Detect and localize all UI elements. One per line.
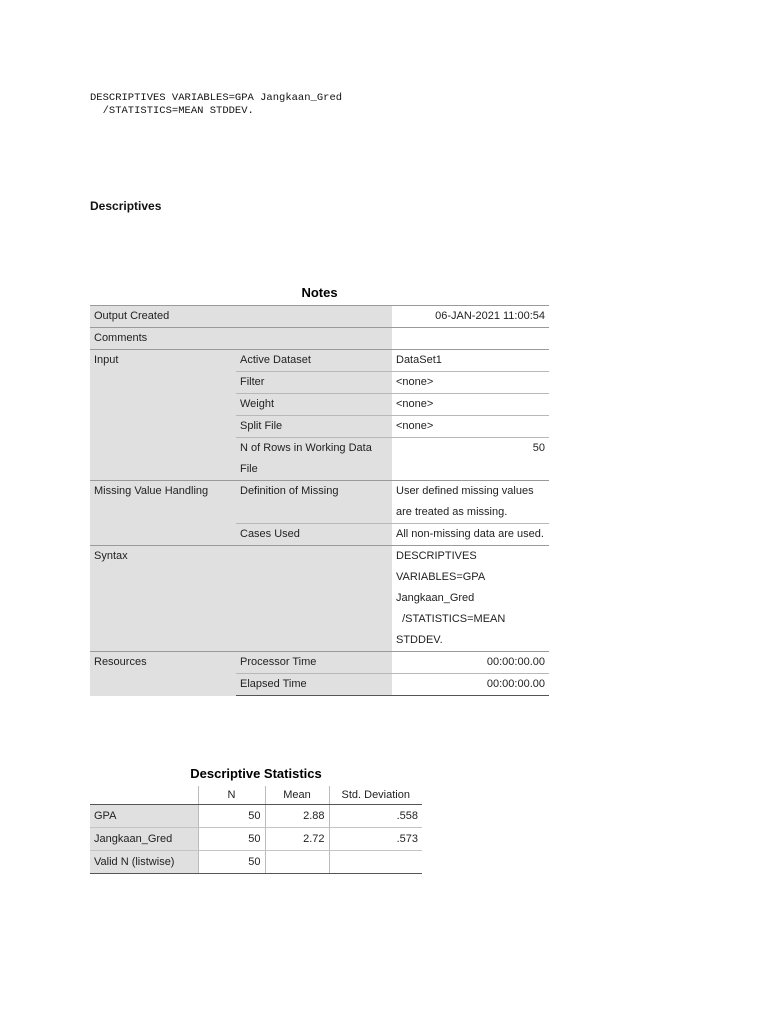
cell-value: <none>	[392, 394, 549, 416]
table-row	[90, 306, 549, 328]
sub-label: Active Dataset	[236, 350, 392, 372]
cell-mean: 2.72	[265, 828, 329, 851]
sub-label: Definition of Missing	[236, 481, 392, 524]
table-row	[90, 652, 549, 674]
cell-value: All non-missing data are used.	[392, 524, 549, 546]
cell-value: 00:00:00.00	[392, 674, 549, 696]
cell-n: 50	[198, 805, 265, 828]
sub-label: Processor Time	[236, 652, 392, 674]
notes-title: Notes	[301, 285, 338, 300]
table-row	[90, 828, 422, 851]
cell-sd	[329, 851, 422, 874]
row-label: Resources	[90, 652, 236, 696]
row-label: GPA	[90, 805, 198, 828]
cell-value: User defined missing values are treated as missing.	[392, 481, 549, 524]
table-row	[90, 546, 549, 652]
cell-n: 50	[198, 828, 265, 851]
column-header: Mean	[265, 786, 329, 805]
cell-sd: .573	[329, 828, 422, 851]
cell-value: 50	[392, 438, 549, 481]
notes-table	[90, 305, 549, 696]
row-label: Missing Value Handling	[90, 481, 236, 546]
row-label: Output Created	[90, 306, 392, 328]
cell-sd: .558	[329, 805, 422, 828]
output-created-value: 06-JAN-2021 11:00:54	[392, 306, 549, 328]
cell-mean	[265, 851, 329, 874]
descriptive-stats-table	[90, 786, 422, 874]
syntax-line: DESCRIPTIVES VARIABLES=GPA Jangkaan_Gred	[90, 92, 343, 104]
cell-mean: 2.88	[265, 805, 329, 828]
sub-label: Weight	[236, 394, 392, 416]
row-label: Syntax	[90, 546, 392, 652]
row-label: Comments	[90, 328, 392, 350]
syntax-value: DESCRIPTIVES VARIABLES=GPA Jangkaan_Gred /STATISTICS=MEAN STDDEV.	[392, 546, 549, 652]
row-label: Input	[90, 350, 236, 481]
section-heading: Descriptives	[90, 199, 162, 213]
table-row	[90, 851, 422, 874]
table-row	[90, 481, 549, 524]
syntax-line: /STATISTICS=MEAN STDDEV.	[90, 105, 254, 117]
descriptive-stats-title: Descriptive Statistics	[190, 766, 322, 781]
cell-value: <none>	[392, 372, 549, 394]
corner-cell	[90, 786, 198, 805]
sub-label: Elapsed Time	[236, 674, 392, 696]
syntax-block	[90, 92, 342, 118]
cell-value: <none>	[392, 416, 549, 438]
cell-value: DataSet1	[392, 350, 549, 372]
row-label: Jangkaan_Gred	[90, 828, 198, 851]
table-row	[90, 350, 549, 372]
column-header: N	[198, 786, 265, 805]
sub-label: Cases Used	[236, 524, 392, 546]
table-row	[90, 805, 422, 828]
column-header: Std. Deviation	[329, 786, 422, 805]
row-label: Valid N (listwise)	[90, 851, 198, 874]
sub-label: Filter	[236, 372, 392, 394]
comments-value	[392, 328, 549, 350]
header-row	[90, 786, 422, 805]
sub-label: N of Rows in Working Data File	[236, 438, 392, 481]
cell-value: 00:00:00.00	[392, 652, 549, 674]
cell-n: 50	[198, 851, 265, 874]
table-row	[90, 328, 549, 350]
sub-label: Split File	[236, 416, 392, 438]
